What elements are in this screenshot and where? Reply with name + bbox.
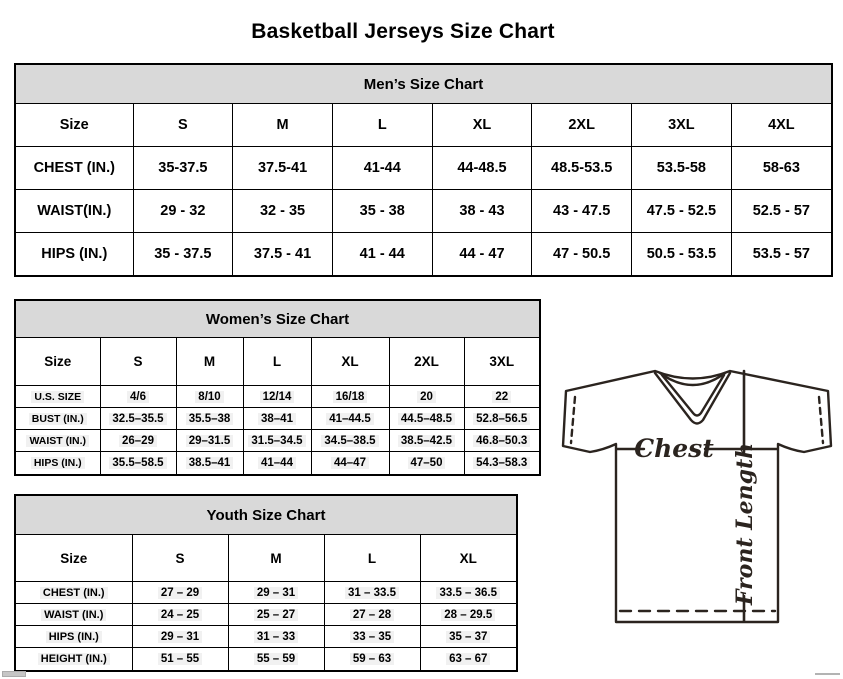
size-value-cell: 35 – 37: [420, 626, 516, 648]
size-value-cell: 53.5 - 57: [752, 246, 810, 262]
size-value-cell: 41–44.5: [311, 408, 389, 430]
column-header: Size: [16, 535, 132, 582]
size-value-cell: 46.8–50.3: [464, 430, 539, 452]
size-value-cell: 34.5–38.5: [311, 430, 389, 452]
size-value-cell: 35-37.5: [133, 147, 233, 190]
size-value-cell: 35.5–38: [176, 408, 243, 430]
column-header: S: [132, 535, 228, 582]
size-value-cell: 44.5–48.5: [389, 408, 464, 430]
size-value-cell: 35 - 38: [332, 190, 432, 233]
size-value-cell: 28 – 29.5: [420, 604, 516, 626]
size-value-cell: 58-63: [731, 147, 831, 190]
size-value-cell: 33 – 35: [324, 626, 420, 648]
row-label-cell: U.S. SIZE: [16, 386, 100, 408]
size-value-cell: 43 - 47.5: [532, 190, 632, 233]
size-value-cell: 47 - 50.5: [532, 233, 632, 276]
row-label-cell: HIPS (IN.): [16, 233, 133, 276]
size-value-cell: 31.5–34.5: [243, 430, 311, 452]
scrollbar-fragment-right[interactable]: [815, 673, 840, 675]
size-value-cell: 53.5-58: [632, 147, 732, 190]
table-row: [16, 648, 516, 670]
size-value-cell: 16/18: [311, 386, 389, 408]
size-value-cell: 54.3–58.3: [464, 452, 539, 474]
size-value-cell: 44-48.5: [432, 147, 532, 190]
page-title: Basketball Jerseys Size Chart: [251, 20, 555, 44]
size-value-cell: 63 – 67: [420, 648, 516, 670]
table-row: [16, 386, 539, 408]
column-header: XL: [420, 535, 516, 582]
size-value-cell: 31 – 33.5: [324, 582, 420, 604]
size-value-cell: 26–29: [100, 430, 176, 452]
chest-label: Chest: [634, 434, 714, 463]
size-value-cell: 35 - 37.5: [133, 233, 233, 276]
size-value-cell: 38.5–42.5: [389, 430, 464, 452]
womens-chart-title: Women’s Size Chart: [16, 301, 539, 338]
table-row: [16, 408, 539, 430]
size-value-cell: 4/6: [100, 386, 176, 408]
size-value-cell: 38–41: [243, 408, 311, 430]
column-header: L: [324, 535, 420, 582]
jersey-outline-icon: [563, 371, 831, 622]
size-value-cell: 52.5 - 57: [731, 190, 831, 233]
row-label-cell: CHEST (IN.): [16, 147, 133, 190]
table-row: [16, 626, 516, 648]
size-value-cell: 37.5 - 41: [233, 233, 333, 276]
table-row: [16, 190, 831, 233]
row-label-cell: HEIGHT (IN.): [16, 648, 132, 670]
table-row: [16, 430, 539, 452]
size-value-cell: 27 – 28: [324, 604, 420, 626]
row-label-cell: CHEST (IN.): [16, 582, 132, 604]
size-value-cell: 48.5-53.5: [532, 147, 632, 190]
size-value-cell: 41 - 44: [332, 233, 432, 276]
column-header-row: [16, 104, 831, 147]
size-value-cell: 27 – 29: [132, 582, 228, 604]
size-value-cell: 33.5 – 36.5: [420, 582, 516, 604]
size-value-cell: 8/10: [176, 386, 243, 408]
column-header: 4XL: [731, 104, 831, 147]
row-label-cell: HIPS (IN.): [16, 452, 100, 474]
column-header: M: [228, 535, 324, 582]
size-value-cell: 38.5–41: [176, 452, 243, 474]
mens-chart-title: Men’s Size Chart: [16, 65, 831, 104]
size-value-cell: 32 - 35: [233, 190, 333, 233]
size-value-cell: 29 – 31: [132, 626, 228, 648]
jersey-measurement-diagram: [558, 356, 840, 628]
size-value-cell: 20: [389, 386, 464, 408]
column-header: 3XL: [464, 338, 539, 386]
size-value-cell: 59 – 63: [324, 648, 420, 670]
row-label-cell: WAIST (IN.): [16, 430, 100, 452]
column-header: M: [176, 338, 243, 386]
table-row: [16, 452, 539, 474]
size-value-cell: 44–47: [311, 452, 389, 474]
table-row: [16, 582, 516, 604]
column-header: L: [243, 338, 311, 386]
size-value-cell: 35.5–58.5: [100, 452, 176, 474]
row-label-cell: HIPS (IN.): [16, 626, 132, 648]
size-value-cell: 50.5 - 53.5: [632, 233, 732, 276]
size-value-cell: 22: [464, 386, 539, 408]
column-header: S: [133, 104, 233, 147]
mens-size-chart: [14, 63, 833, 277]
size-value-cell: 31 – 33: [228, 626, 324, 648]
column-header: XL: [432, 104, 532, 147]
scrollbar-fragment-left[interactable]: [2, 671, 26, 677]
youth-size-table: [16, 535, 516, 670]
size-value-cell: 29–31.5: [176, 430, 243, 452]
size-value-cell: 51 – 55: [132, 648, 228, 670]
column-header: 2XL: [389, 338, 464, 386]
row-label-cell: BUST (IN.): [16, 408, 100, 430]
table-row: [16, 147, 831, 190]
column-header: Size: [16, 104, 133, 147]
column-header: XL: [311, 338, 389, 386]
size-value-cell: 25 – 27: [228, 604, 324, 626]
youth-size-chart: [14, 494, 518, 672]
column-header: L: [332, 104, 432, 147]
table-row: [16, 604, 516, 626]
size-value-cell: 37.5-41: [233, 147, 333, 190]
column-header: Size: [16, 338, 100, 386]
column-header-row: [16, 535, 516, 582]
size-value-cell: 47–50: [389, 452, 464, 474]
womens-size-table: [16, 338, 539, 474]
front-length-label: Front Length: [732, 442, 758, 606]
size-value-cell: 32.5–35.5: [100, 408, 176, 430]
size-value-cell: 47.5 - 52.5: [632, 190, 732, 233]
size-value-cell: 52.8–56.5: [464, 408, 539, 430]
size-value-cell: 41–44: [243, 452, 311, 474]
mens-size-table: [16, 104, 831, 275]
row-label-cell: WAIST (IN.): [16, 604, 132, 626]
column-header: 2XL: [532, 104, 632, 147]
column-header: S: [100, 338, 176, 386]
womens-size-chart: [14, 299, 541, 476]
size-value-cell: 29 – 31: [228, 582, 324, 604]
size-value-cell: 12/14: [243, 386, 311, 408]
size-value-cell: 29 - 32: [133, 190, 233, 233]
size-value-cell: 24 – 25: [132, 604, 228, 626]
table-row: [16, 233, 831, 276]
column-header: M: [233, 104, 333, 147]
row-label-cell: WAIST(IN.): [16, 190, 133, 233]
size-value-cell: 55 – 59: [228, 648, 324, 670]
column-header: 3XL: [632, 104, 732, 147]
size-value-cell: 38 - 43: [432, 190, 532, 233]
column-header-row: [16, 338, 539, 386]
youth-chart-title: Youth Size Chart: [16, 496, 516, 535]
size-value-cell: 41-44: [332, 147, 432, 190]
size-value-cell: 44 - 47: [432, 233, 532, 276]
